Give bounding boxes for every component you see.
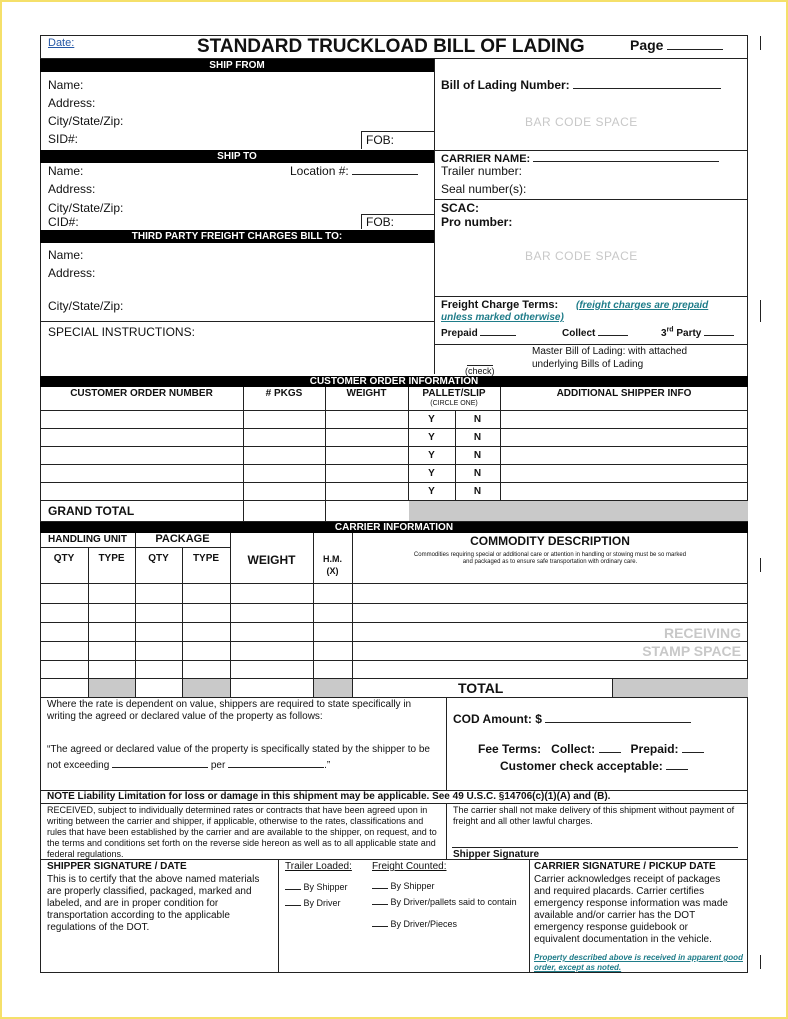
ship-from-fob[interactable]: FOB:	[366, 133, 395, 147]
page-label: Page	[630, 37, 664, 53]
carrier-sig-line-4: available and/or carrier has the DOT	[534, 910, 696, 921]
divider	[446, 803, 447, 859]
ship-to-city[interactable]: City/State/Zip:	[48, 201, 124, 215]
received-line-2: writing between the carrier and shipper, if applicable, otherwise to the rates, classifications and	[47, 816, 424, 826]
commodity-note-1: Commodities requiring special or additional care or attention in handling or stowing must be so marked	[413, 552, 687, 558]
counted-by-driver-pieces-label: By Driver/Pieces	[390, 919, 458, 929]
receiving-stamp-1: RECEIVING	[663, 625, 741, 641]
trailer-by-shipper-label: By Shipper	[303, 882, 348, 892]
liability-note: NOTE Liability Limitation for loss or damage in this shipment may be applicable. See 49 U.S.C. §14706(c)(1)(A) and (B).	[47, 791, 611, 802]
hm-header: H.M.	[323, 554, 342, 564]
col-weight: WEIGHT	[346, 388, 387, 399]
value-text-4b: per	[210, 760, 226, 771]
collect-label: Collect	[562, 328, 596, 339]
divider	[434, 58, 435, 374]
received-line-1: RECEIVED, subject to individually determined rates or contracts that have been agreed upon in	[47, 805, 428, 815]
shipper-sig-line-2: are properly classified, packaged, marked and	[47, 886, 252, 897]
pallet-yes-option[interactable]: Y	[428, 486, 435, 497]
third-party-label-b: Party	[673, 328, 702, 339]
value-text-3: “The agreed or declared value of the property is specifically stated by the shipper to be	[47, 744, 430, 755]
collect-option[interactable]	[562, 325, 628, 339]
fee-prepaid-label: Prepaid:	[630, 742, 679, 756]
trailer-by-driver-label: By Driver	[303, 898, 341, 908]
value-text-4c: .”	[324, 760, 331, 771]
page-title: STANDARD TRUCKLOAD BILL OF LADING	[197, 36, 585, 57]
pallet-yes-option[interactable]: Y	[428, 414, 435, 425]
ship-to-cid[interactable]: CID#:	[48, 215, 79, 229]
divider	[446, 697, 447, 790]
prepaid-label: Prepaid	[441, 328, 478, 339]
pallet-yes-option[interactable]: Y	[428, 468, 435, 479]
divider	[434, 344, 748, 345]
hm-x-header: (X)	[326, 566, 339, 576]
trailer-number-field[interactable]: Trailer number:	[441, 164, 522, 178]
customer-check-field[interactable]	[500, 759, 688, 773]
divider	[40, 859, 748, 860]
divider	[40, 583, 748, 584]
received-line-4: the terms and conditions set forth on the reverse side hereon as well as to all applicable state and	[47, 838, 436, 848]
carrier-sig-line-3: emergency response information was made	[534, 898, 728, 909]
divider	[40, 803, 748, 804]
third-party-city[interactable]: City/State/Zip:	[48, 299, 124, 313]
commodity-description-header: COMMODITY DESCRIPTION	[470, 534, 630, 548]
shaded-cell	[183, 679, 230, 697]
carrier-sig-line-5: emergency response guidebook or	[534, 922, 688, 933]
pallet-no-option[interactable]: N	[473, 414, 482, 425]
pallet-no-option[interactable]: N	[473, 468, 482, 479]
divider	[40, 603, 748, 604]
third-party-sup: rd	[666, 326, 674, 334]
pkg-qty-header: QTY	[148, 553, 169, 564]
scac-field[interactable]: SCAC:	[441, 201, 479, 215]
pkg-type-header: TYPE	[192, 553, 220, 564]
carrier-info-heading: CARRIER INFORMATION	[40, 522, 748, 533]
bar-code-space-2: BAR CODE SPACE	[525, 249, 638, 263]
cod-amount-field[interactable]	[453, 712, 691, 726]
ship-to-name[interactable]: Name:	[48, 164, 84, 178]
customer-check-label: Customer check acceptable:	[500, 759, 663, 773]
carrier-name-label: CARRIER NAME:	[441, 153, 531, 165]
divider	[40, 428, 748, 429]
col-pallet-slip: PALLET/SLIP	[422, 388, 486, 399]
pallet-no-option[interactable]: N	[473, 450, 482, 461]
col-additional-info: ADDITIONAL SHIPPER INFO	[556, 388, 692, 399]
shipper-sig-line-5: regulations of the DOT.	[47, 922, 150, 933]
carrier-sig-note-2: order, except as noted.	[534, 963, 622, 972]
bar-code-space-1: BAR CODE SPACE	[525, 115, 638, 129]
value-text-4a: not exceeding	[47, 760, 110, 771]
divider	[40, 641, 748, 642]
pallet-yes-option[interactable]: Y	[428, 432, 435, 443]
shipper-signature-label: Shipper Signature	[453, 849, 540, 860]
no-delivery-line-2: freight and all other lawful charges.	[453, 816, 593, 826]
divider	[40, 697, 748, 698]
third-party-heading: THIRD PARTY FREIGHT CHARGES BILL TO:	[40, 230, 434, 243]
divider	[88, 547, 89, 697]
divider	[434, 199, 748, 200]
ship-from-sid[interactable]: SID#:	[48, 132, 79, 146]
divider	[325, 387, 326, 521]
divider	[40, 482, 748, 483]
margin-mark	[760, 955, 761, 969]
divider	[40, 321, 434, 322]
freight-terms-note: (freight charges are prepaid unless marked otherwise)	[441, 300, 709, 323]
master-bol-text-2: underlying Bills of Lading	[532, 359, 644, 370]
date-label: Date:	[48, 37, 75, 49]
divider	[500, 387, 501, 500]
ship-from-name[interactable]: Name:	[48, 78, 84, 92]
shaded-cell	[314, 679, 352, 697]
margin-mark	[760, 300, 761, 322]
margin-mark	[760, 36, 761, 50]
bol-number-label: Bill of Lading Number:	[441, 78, 570, 92]
total-label: TOTAL	[458, 680, 504, 696]
divider	[434, 296, 748, 297]
value-text-2: writing the agreed or declared value of the property as follows:	[47, 711, 323, 722]
counted-by-driver-pallets-label: By Driver/pallets said to contain	[390, 897, 517, 907]
freight-counted-by-driver-pieces[interactable]	[372, 916, 457, 929]
pallet-yes-option[interactable]: Y	[428, 450, 435, 461]
hu-type-header: TYPE	[98, 553, 125, 564]
receiving-stamp-2: STAMP SPACE	[642, 643, 741, 659]
trailer-loaded-heading: Trailer Loaded:	[285, 861, 352, 872]
fee-terms-field[interactable]	[478, 742, 704, 756]
divider	[361, 214, 362, 229]
ship-from-city[interactable]: City/State/Zip:	[48, 114, 124, 128]
handling-unit-header: HANDLING UNIT	[48, 534, 127, 545]
shipper-sig-heading[interactable]: SHIPPER SIGNATURE / DATE	[47, 861, 187, 872]
prepaid-option[interactable]	[441, 325, 516, 339]
fee-collect-label: Collect:	[551, 742, 596, 756]
weight-header: WEIGHT	[247, 553, 296, 567]
master-bol-text-1: Master Bill of Lading: with attached	[532, 346, 688, 357]
ship-from-heading: SHIP FROM	[40, 59, 434, 72]
shipper-sig-line-1: This is to certify that the above named materials	[47, 874, 260, 885]
divider	[529, 859, 530, 973]
declared-value-field[interactable]	[47, 757, 330, 771]
col-pkgs: # PKGS	[265, 388, 303, 399]
carrier-sig-heading[interactable]: CARRIER SIGNATURE / PICKUP DATE	[534, 861, 716, 872]
commodity-note-2: and packaged as to ensure safe transportation with ordinary care.	[462, 559, 638, 565]
margin-mark	[760, 558, 761, 572]
divider	[278, 859, 279, 973]
value-text-1: Where the rate is dependent on value, shippers are required to state specifically in	[47, 699, 412, 710]
seal-number-field[interactable]: Seal number(s):	[441, 182, 527, 196]
carrier-sig-line-2: and required placards. Carrier certifies	[534, 886, 705, 897]
master-bol-check: (check)	[465, 366, 495, 376]
shaded-cell	[89, 679, 135, 697]
shaded-cell	[409, 501, 748, 521]
fee-terms-label: Fee Terms:	[478, 742, 542, 756]
ship-to-heading: SHIP TO	[40, 150, 434, 163]
ship-from-address[interactable]: Address:	[48, 96, 96, 110]
divider	[40, 464, 748, 465]
divider	[361, 131, 434, 132]
third-party-option[interactable]	[661, 325, 734, 339]
grand-total-label: GRAND TOTAL	[48, 504, 135, 518]
third-party-label: 3	[661, 328, 667, 339]
divider	[40, 660, 748, 661]
carrier-sig-line-1: Carrier acknowledges receipt of packages	[534, 874, 721, 885]
trailer-loaded-by-shipper[interactable]	[285, 879, 348, 892]
hu-qty-header: QTY	[53, 553, 75, 564]
carrier-name-field[interactable]	[441, 151, 719, 165]
received-line-5: federal regulations.	[47, 849, 124, 859]
pallet-no-option[interactable]: N	[473, 486, 482, 497]
trailer-loaded-by-driver[interactable]	[285, 895, 341, 908]
no-delivery-line-1: The carrier shall not make delivery of this shipment without payment of	[453, 805, 735, 815]
customer-order-heading: CUSTOMER ORDER INFORMATION	[40, 376, 748, 387]
page-number-field[interactable]	[630, 37, 723, 53]
divider	[361, 131, 362, 149]
freight-counted-by-driver-pallets[interactable]	[372, 894, 517, 907]
counted-by-shipper-label: By Shipper	[390, 881, 435, 891]
col-customer-order: CUSTOMER ORDER NUMBER	[70, 388, 213, 399]
freight-terms-label: Freight Charge Terms:	[441, 299, 559, 311]
freight-counted-by-shipper[interactable]	[372, 878, 435, 891]
package-header: PACKAGE	[155, 533, 210, 545]
ship-to-address[interactable]: Address:	[48, 182, 96, 196]
freight-counted-heading: Freight Counted:	[372, 861, 447, 872]
col-circle-one: (CIRCLE ONE)	[430, 400, 478, 407]
divider	[40, 410, 748, 411]
ship-to-location[interactable]	[290, 164, 418, 178]
divider	[182, 547, 183, 697]
carrier-sig-line-6: equivalent documentation in the vehicle.	[534, 934, 712, 945]
pro-number-field[interactable]: Pro number:	[441, 215, 513, 229]
divider	[40, 622, 748, 623]
third-party-name[interactable]: Name:	[48, 248, 84, 262]
carrier-sig-note-1: Property described above is received in apparent good	[534, 953, 743, 962]
shipper-signature-line[interactable]	[452, 847, 738, 848]
location-label: Location #:	[290, 164, 349, 178]
shipper-sig-line-3: labeled, and are in proper condition for	[47, 898, 219, 909]
cod-amount-label: COD Amount: $	[453, 712, 542, 726]
pallet-no-option[interactable]: N	[473, 432, 482, 443]
shipper-sig-line-4: transportation according to the applicable	[47, 910, 230, 921]
shaded-cell	[613, 679, 748, 697]
divider	[243, 387, 244, 521]
received-line-3: rules that have been established by the carrier and are available to the shipper, on request, and to	[47, 827, 437, 837]
divider	[40, 446, 748, 447]
bol-number-field[interactable]	[441, 78, 721, 92]
special-instructions[interactable]: SPECIAL INSTRUCTIONS:	[48, 325, 195, 339]
third-party-address[interactable]: Address:	[48, 266, 96, 280]
ship-to-fob[interactable]: FOB:	[366, 215, 395, 229]
